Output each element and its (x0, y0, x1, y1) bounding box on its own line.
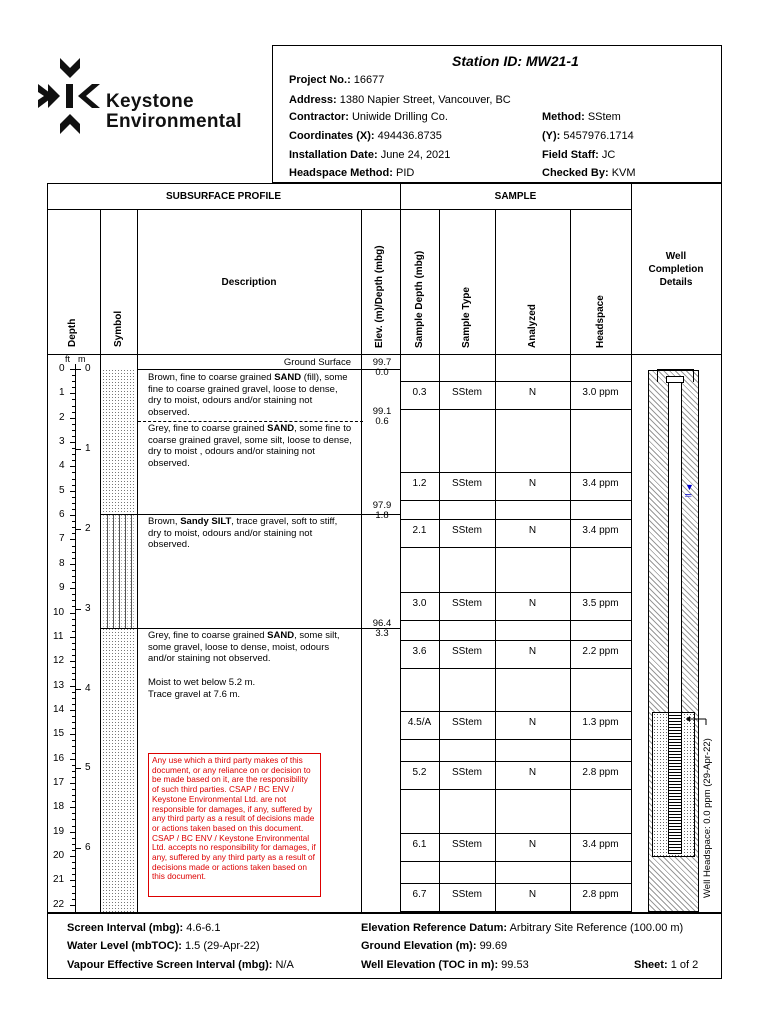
contractor: Contractor: Uniwide Drilling Co. (289, 111, 448, 123)
ft-minor-tick (72, 698, 76, 699)
elevation-datum: Elevation Reference Datum: Arbitrary Site Reference (100.00 m) (361, 922, 684, 934)
sample-depth-cell: 0.3 (412, 387, 427, 398)
ft-minor-tick (72, 625, 76, 626)
sample-analyzed-cell: N (528, 717, 537, 728)
ft-minor-tick (72, 509, 76, 510)
ft-minor-tick (72, 893, 76, 894)
sample-row-line (400, 547, 631, 548)
sample-type-cell: SStem (451, 717, 482, 728)
sample-type-cell: SStem (451, 525, 482, 536)
ft-minor-tick (72, 497, 76, 498)
ft-tick-label: 19 (53, 825, 65, 837)
m-tick-label: 3 (85, 602, 91, 614)
sample-headspace-cell: 2.2 ppm (582, 646, 619, 657)
ft-minor-tick (72, 387, 76, 388)
sample-depth-cell: 6.7 (412, 889, 427, 900)
ft-tick-label: 13 (53, 679, 65, 691)
ft-major-tick (70, 734, 76, 735)
project-no: Project No.: 16677 (289, 74, 385, 86)
ft-minor-tick (72, 874, 76, 875)
ft-minor-tick (72, 899, 76, 900)
sample-row-line (400, 472, 631, 473)
ft-minor-tick (72, 789, 76, 790)
ft-major-tick (70, 491, 76, 492)
ft-minor-tick (72, 552, 76, 553)
ft-major-tick (70, 832, 76, 833)
ft-minor-tick (72, 753, 76, 754)
sample-depth-cell: 3.6 (412, 646, 427, 657)
sample-depth-cell: 3.0 (412, 598, 427, 609)
ft-tick-label: 0 (59, 363, 65, 374)
ft-minor-tick (72, 801, 76, 802)
ft-major-tick (70, 783, 76, 784)
sample-analyzed-cell: N (528, 767, 537, 778)
ft-minor-tick (72, 406, 76, 407)
layer-description: Grey, fine to coarse grained SAND, some fine to coarse grained gravel, some silt, loose to dense, dry to moist , odours and/or staining not observed. (148, 423, 352, 469)
sample-analyzed-cell: N (528, 839, 537, 850)
sample-row-line (400, 883, 631, 884)
well-completion-header: Well Completion Details (648, 251, 704, 288)
ft-minor-tick (72, 454, 76, 455)
ft-tick-label: 5 (59, 484, 65, 496)
ft-tick-label: 20 (53, 850, 65, 861)
sample-row-line (400, 911, 631, 912)
station-id: Station ID: MW21-1 (452, 53, 579, 69)
sample-analyzed-cell: N (528, 525, 537, 536)
ft-major-tick (70, 807, 76, 808)
ft-tick-label: 1 (59, 387, 65, 399)
sample-type-column-header: Sample Type (461, 287, 472, 348)
symbol-silt-dots (102, 514, 136, 628)
well-monument (657, 369, 694, 382)
sheet-number: Sheet: 1 of 2 (634, 959, 699, 971)
ft-minor-tick (72, 576, 76, 577)
sample-depth-cell: 1.2 (412, 478, 427, 489)
sample-row-line (400, 381, 631, 382)
m-tick-label: 5 (85, 762, 91, 774)
m-tick-label: 2 (85, 522, 91, 534)
well-headspace-label: Well Headspace: 0.0 ppm (29-Apr-22) (702, 738, 713, 898)
ft-minor-tick (72, 813, 76, 814)
ft-tick-label: 15 (53, 728, 65, 740)
sample-headspace-cell: 2.8 ppm (582, 889, 619, 900)
ft-major-tick (70, 856, 76, 857)
m-tick-label: 4 (85, 682, 91, 694)
ft-minor-tick (72, 558, 76, 559)
vapour-screen-interval: Vapour Effective Screen Interval (mbg): N/A (67, 959, 294, 971)
ft-major-tick (70, 880, 76, 881)
sample-type-cell: SStem (451, 646, 482, 657)
ft-minor-tick (72, 777, 76, 778)
ft-minor-tick (72, 716, 76, 717)
sample-headspace-cell: 3.5 ppm (582, 598, 619, 609)
checked-by: Checked By: KVM (542, 167, 636, 179)
ft-major-tick (70, 637, 76, 638)
ft-minor-tick (72, 740, 76, 741)
elevation-column-header: Elev. (m)/Depth (mbg) (374, 245, 385, 348)
ft-tick-label: 4 (59, 460, 65, 472)
m-tick-label: 1 (85, 442, 91, 454)
well-elevation: Well Elevation (TOC in m): 99.53 (361, 959, 529, 971)
sample-type-cell: SStem (451, 598, 482, 609)
sample-depth-cell: 4.5/A (407, 717, 432, 728)
layer-description: Brown, fine to coarse grained SAND (fill), some fine to coarse grained gravel, loose to dense, dry to moist, odours and/or staining not observed. (148, 372, 348, 418)
sample-type-cell: SStem (451, 478, 482, 489)
sample-headspace-cell: 3.4 ppm (582, 478, 619, 489)
ft-minor-tick (72, 795, 76, 796)
ft-minor-tick (72, 460, 76, 461)
method: Method: SStem (542, 111, 621, 123)
ft-minor-tick (72, 582, 76, 583)
ft-tick-label: 9 (59, 582, 65, 594)
ft-minor-tick (72, 643, 76, 644)
ft-tick-label: 21 (53, 874, 65, 886)
ft-minor-tick (72, 765, 76, 766)
sample-headspace-cell: 1.3 ppm (582, 717, 619, 728)
ft-tick-label: 14 (53, 703, 65, 715)
ft-major-tick (70, 564, 76, 565)
ft-minor-tick (72, 381, 76, 382)
well-riser (668, 382, 682, 712)
ft-minor-tick (72, 479, 76, 480)
m-tick (75, 689, 81, 690)
ft-minor-tick (72, 667, 76, 668)
ft-minor-tick (72, 771, 76, 772)
gradational-boundary (138, 421, 363, 422)
ft-tick-label: 2 (59, 411, 65, 423)
ft-minor-tick (72, 399, 76, 400)
sample-row-line (400, 500, 631, 501)
sample-type-cell: SStem (451, 387, 482, 398)
coordinates-y: (Y): 5457976.1714 (542, 130, 634, 142)
unit-m: m (78, 354, 86, 364)
sample-row-line (400, 409, 631, 410)
disclaimer: Any use which a third party makes of this document, or any reliance on or decision to be made based on it, are the responsibility of such third parties. CSAP / BC ENV / Keystone Environmental Ltd. are not responsible for damages, if any, suffered by any third party as a result of decisions made or actions taken based on this document. CSAP / BC ENV / Keystone Environmental Ltd. accepts no responsibility for damages, if any, suffered by any third party as a result of decisions made or actions taken based on this document. (148, 753, 321, 897)
m-tick (75, 848, 81, 849)
sample-row-line (400, 640, 631, 641)
sample-headspace-cell: 3.4 ppm (582, 525, 619, 536)
ft-minor-tick (72, 600, 76, 601)
ft-minor-tick (72, 533, 76, 534)
ft-minor-tick (72, 692, 76, 693)
ft-minor-tick (72, 472, 76, 473)
depth-axis (75, 364, 76, 913)
keystone-logo-icon (38, 58, 104, 134)
sample-row-line (400, 519, 631, 520)
ft-minor-tick (72, 649, 76, 650)
ft-minor-tick (72, 424, 76, 425)
ground-elevation: Ground Elevation (m): 99.69 (361, 940, 508, 952)
water-level-icon: ▼ ═ (685, 482, 694, 500)
ft-minor-tick (72, 485, 76, 486)
ft-tick-label: 16 (53, 752, 65, 764)
company-name-line2: Environmental (106, 111, 242, 132)
depth-column-header: Depth (67, 318, 78, 347)
sample-analyzed-cell: N (528, 889, 537, 900)
ft-minor-tick (72, 673, 76, 674)
ft-tick-label: 6 (59, 509, 65, 521)
ft-minor-tick (72, 838, 76, 839)
sample-row-line (400, 592, 631, 593)
sample-row-line (400, 711, 631, 712)
ft-tick-label: 3 (59, 436, 65, 448)
layer-description: Brown, Sandy SILT, trace gravel, soft to stiff, dry to moist, odours and/or staining not observed. (148, 516, 338, 550)
ft-minor-tick (72, 430, 76, 431)
ft-minor-tick (72, 546, 76, 547)
ft-minor-tick (72, 619, 76, 620)
m-tick (75, 449, 81, 450)
ft-major-tick (70, 442, 76, 443)
sample-headspace-cell: 3.0 ppm (582, 387, 619, 398)
sample-analyzed-cell: N (528, 478, 537, 489)
ft-minor-tick (72, 521, 76, 522)
elevation-entry: 97.9 1.8 (372, 500, 392, 521)
headspace-method: Headspace Method: PID (289, 167, 415, 179)
sample-depth-cell: 2.1 (412, 525, 427, 536)
ft-tick-label: 8 (59, 557, 65, 569)
sample-analyzed-cell: N (528, 387, 537, 398)
installation-date: Installation Date: June 24, 2021 (289, 149, 451, 161)
ft-tick-label: 18 (53, 801, 65, 813)
ft-tick-label: 17 (53, 776, 65, 788)
symbol-sand-grey (102, 628, 136, 912)
sample-type-cell: SStem (451, 767, 482, 778)
water-level: Water Level (mbTOC): 1.5 (29-Apr-22) (67, 940, 260, 952)
m-tick (75, 768, 81, 769)
sample-row-line (400, 789, 631, 790)
layer-description: Grey, fine to coarse grained SAND, some silt, some gravel, loose to dense, moist, odours and/or staining not observed. (148, 630, 340, 664)
ft-minor-tick (72, 631, 76, 632)
ft-minor-tick (72, 862, 76, 863)
ft-major-tick (70, 466, 76, 467)
m-tick (75, 609, 81, 610)
m-tick (75, 369, 81, 370)
description-column-header: Description (221, 277, 277, 288)
sample-row-line (400, 761, 631, 762)
ft-major-tick (70, 588, 76, 589)
ft-minor-tick (72, 844, 76, 845)
sample-header: SAMPLE (494, 191, 537, 202)
sample-row-line (400, 739, 631, 740)
sample-type-cell: SStem (451, 839, 482, 850)
ft-minor-tick (72, 886, 76, 887)
symbol-sand-fill (102, 369, 136, 514)
elevation-entry: 96.4 3.3 (372, 618, 392, 639)
sample-depth-cell: 6.1 (412, 839, 427, 850)
elevation-entry: 99.1 0.6 (372, 406, 392, 427)
sample-headspace-cell: 2.8 ppm (582, 767, 619, 778)
ft-major-tick (70, 515, 76, 516)
sample-depth-cell: 5.2 (412, 767, 427, 778)
ft-tick-label: 12 (53, 655, 65, 667)
ft-tick-label: 10 (53, 606, 65, 618)
analyzed-column-header: Analyzed (527, 304, 538, 348)
ft-minor-tick (72, 606, 76, 607)
sample-analyzed-cell: N (528, 646, 537, 657)
ft-major-tick (70, 759, 76, 760)
ft-minor-tick (72, 436, 76, 437)
ft-minor-tick (72, 655, 76, 656)
ft-minor-tick (72, 819, 76, 820)
ft-tick-label: 7 (59, 533, 65, 545)
sample-row-line (400, 620, 631, 621)
sample-row-line (400, 833, 631, 834)
ft-minor-tick (72, 570, 76, 571)
sample-headspace-cell: 3.4 ppm (582, 839, 619, 850)
m-tick-label: 0 (85, 363, 91, 374)
ft-minor-tick (72, 722, 76, 723)
subsurface-profile-header: SUBSURFACE PROFILE (165, 191, 281, 202)
ft-major-tick (70, 418, 76, 419)
ft-major-tick (70, 686, 76, 687)
ft-minor-tick (72, 704, 76, 705)
coordinates-x: Coordinates (X): 494436.8735 (289, 130, 442, 142)
ft-minor-tick (72, 594, 76, 595)
ft-tick-label: 11 (53, 630, 64, 642)
unit-ft: ft (65, 354, 71, 364)
ft-minor-tick (72, 746, 76, 747)
field-staff: Field Staff: JC (542, 149, 616, 161)
ft-major-tick (70, 661, 76, 662)
m-tick-label: 6 (85, 842, 91, 854)
ft-minor-tick (72, 503, 76, 504)
headspace-column-header: Headspace (595, 295, 606, 348)
screen-interval: Screen Interval (mbg): 4.6-6.1 (67, 922, 221, 934)
ft-minor-tick (72, 679, 76, 680)
ft-tick-label: 22 (53, 898, 65, 910)
sample-analyzed-cell: N (528, 598, 537, 609)
ft-minor-tick (72, 826, 76, 827)
ft-minor-tick (72, 375, 76, 376)
sample-depth-column-header: Sample Depth (mbg) (414, 250, 425, 348)
well-screen (668, 712, 682, 854)
company-name-line1: Keystone (106, 91, 194, 112)
ft-major-tick (70, 613, 76, 614)
m-tick (75, 529, 81, 530)
ft-minor-tick (72, 412, 76, 413)
ft-minor-tick (72, 728, 76, 729)
ft-major-tick (70, 539, 76, 540)
ft-minor-tick (72, 850, 76, 851)
ft-minor-tick (72, 868, 76, 869)
sample-row-line (400, 861, 631, 862)
address: Address: 1380 Napier Street, Vancouver, BC (289, 94, 511, 106)
ft-major-tick (70, 905, 76, 906)
layer-notes: Moist to wet below 5.2 m. Trace gravel at 7.6 m. (148, 677, 256, 700)
ft-major-tick (70, 710, 76, 711)
sample-row-line (400, 668, 631, 669)
ft-major-tick (70, 393, 76, 394)
elevation-entry: 99.7 0.0 (372, 357, 392, 378)
sample-type-cell: SStem (451, 889, 482, 900)
ground-surface-label: Ground Surface (283, 357, 351, 368)
symbol-column-header: Symbol (113, 310, 124, 347)
